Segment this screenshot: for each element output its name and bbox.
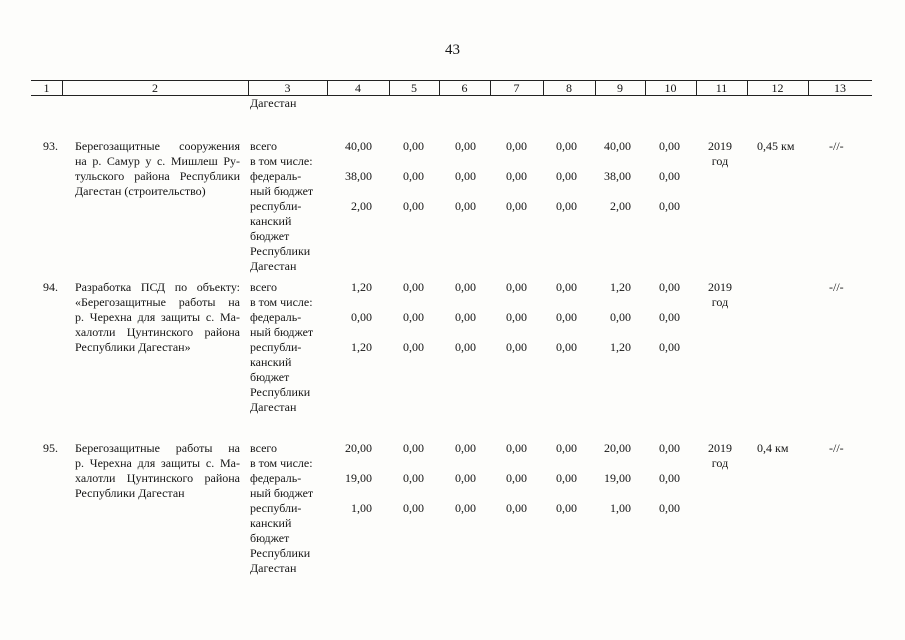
amount-cell: 0,00: [556, 169, 577, 183]
column-header-2: 2: [152, 81, 158, 95]
amount-cell: 38,00: [345, 169, 372, 183]
amount-cell: 0,00: [455, 310, 476, 324]
amount-cell: 0,00: [556, 471, 577, 485]
amount-cell: 0,00: [659, 139, 680, 153]
amount-cell: 0,00: [556, 139, 577, 153]
funding-source-line: ный бюджет: [250, 325, 314, 339]
amount-cell: 1,00: [351, 501, 372, 515]
funding-source-line: федераль-: [250, 310, 302, 324]
amount-cell: 0,00: [506, 501, 527, 515]
completion-year: год: [711, 154, 729, 168]
amount-cell: 0,00: [556, 501, 577, 515]
completion-year: год: [711, 295, 729, 309]
amount-cell: 0,00: [556, 280, 577, 294]
row-number: 94.: [43, 280, 58, 294]
object-name-line: Дагестан (строительство): [75, 184, 206, 198]
amount-cell: 0,00: [455, 280, 476, 294]
amount-cell: 0,00: [556, 441, 577, 455]
amount-cell: 20,00: [345, 441, 372, 455]
amount-cell: 0,00: [403, 280, 424, 294]
funding-source-line: в том числе:: [250, 154, 313, 168]
completion-year: 2019: [708, 280, 732, 294]
amount-cell: 0,00: [403, 471, 424, 485]
amount-cell: 0,00: [403, 501, 424, 515]
amount-cell: 0,00: [659, 310, 680, 324]
column-header-13: 13: [834, 81, 846, 95]
funding-source-line: всего: [250, 280, 278, 294]
capacity-value: 0,4 км: [757, 441, 789, 455]
funding-source-line: Республики: [250, 546, 311, 560]
column-header-3: 3: [284, 81, 291, 95]
amount-cell: 0,00: [506, 310, 527, 324]
object-name-line: Разработка ПСД по объекту:: [75, 280, 240, 294]
amount-cell: 2,00: [610, 199, 631, 213]
amount-cell: 40,00: [604, 139, 631, 153]
amount-cell: 40,00: [345, 139, 372, 153]
column-header-9: 9: [617, 81, 623, 95]
funding-source-line: Республики: [250, 244, 311, 258]
column-header-10: 10: [664, 81, 677, 95]
amount-cell: 0,00: [659, 169, 680, 183]
object-name-line: р. Черехна для защиты с. Ма-: [75, 456, 240, 470]
amount-cell: 0,00: [455, 169, 476, 183]
funding-source-line: в том числе:: [250, 295, 313, 309]
object-name-line: Республики Дагестан»: [75, 340, 191, 354]
row-number: 95.: [43, 441, 58, 455]
completion-year: 2019: [708, 139, 732, 153]
object-name-line: Республики Дагестан: [75, 486, 185, 500]
column-header-8: 8: [566, 81, 572, 95]
amount-cell: 0,00: [455, 139, 476, 153]
funding-source-line: бюджет: [250, 370, 290, 384]
completion-year: год: [711, 456, 729, 470]
amount-cell: 0,00: [659, 471, 680, 485]
amount-cell: 0,00: [403, 441, 424, 455]
funding-source-line: Дагестан: [250, 259, 297, 273]
amount-cell: 0,00: [403, 139, 424, 153]
amount-cell: 0,00: [506, 340, 527, 354]
funding-source-line: федераль-: [250, 169, 302, 183]
column-header-6: 6: [461, 81, 468, 95]
column-header-11: 11: [715, 81, 728, 95]
funding-source-line: всего: [250, 139, 278, 153]
amount-cell: 0,00: [455, 441, 476, 455]
amount-cell: 0,00: [556, 340, 577, 354]
column-header-7: 7: [513, 81, 520, 95]
object-name-line: Берегозащитные сооружения: [75, 139, 240, 153]
column-header-1: 1: [43, 81, 50, 95]
amount-cell: 0,00: [455, 501, 476, 515]
column-header-5: 5: [411, 81, 417, 95]
amount-cell: 1,20: [351, 340, 372, 354]
object-name-line: «Берегозащитные работы на: [75, 295, 240, 309]
amount-cell: 0,00: [403, 340, 424, 354]
funding-source-line: канский: [250, 355, 292, 369]
note-value: -//-: [829, 280, 844, 294]
amount-cell: 20,00: [604, 441, 631, 455]
object-name-line: халотли Цунтинского района: [75, 325, 240, 339]
object-name-line: Берегозащитные работы на: [75, 441, 240, 455]
funding-source-line: канский: [250, 214, 292, 228]
amount-cell: 0,00: [556, 199, 577, 213]
funding-source-line: республи-: [250, 199, 302, 213]
column-header-12: 12: [771, 81, 784, 95]
funding-source-line: республи-: [250, 340, 302, 354]
funding-source-line: всего: [250, 441, 278, 455]
amount-cell: 0,00: [351, 310, 372, 324]
funding-source-line: канский: [250, 516, 292, 530]
funding-source-line: Дагестан: [250, 561, 297, 575]
amount-cell: 0,00: [403, 169, 424, 183]
amount-cell: 0,00: [403, 199, 424, 213]
note-value: -//-: [829, 139, 844, 153]
amount-cell: 0,00: [659, 199, 680, 213]
amount-cell: 19,00: [604, 471, 631, 485]
carryover-text: Дагестан: [250, 96, 297, 110]
amount-cell: 2,00: [351, 199, 372, 213]
object-name-line: р. Черехна для защиты с. Ма-: [75, 310, 240, 324]
capacity-value: 0,45 км: [757, 139, 795, 153]
amount-cell: 0,00: [506, 199, 527, 213]
note-value: -//-: [829, 441, 844, 455]
amount-cell: 0,00: [506, 139, 527, 153]
amount-cell: 1,20: [610, 280, 631, 294]
amount-cell: 19,00: [345, 471, 372, 485]
page-number: 43: [445, 42, 460, 58]
funding-source-line: бюджет: [250, 229, 290, 243]
amount-cell: 0,00: [403, 310, 424, 324]
row-number: 93.: [43, 139, 58, 153]
column-header-4: 4: [355, 81, 361, 95]
object-name-line: тульского района Республики: [75, 169, 240, 183]
amount-cell: 1,20: [610, 340, 631, 354]
amount-cell: 0,00: [506, 169, 527, 183]
object-name-line: халотли Цунтинского района: [75, 471, 240, 485]
funding-source-line: Республики: [250, 385, 311, 399]
amount-cell: 0,00: [610, 310, 631, 324]
funding-source-line: республи-: [250, 501, 302, 515]
funding-source-line: федераль-: [250, 471, 302, 485]
funding-source-line: ный бюджет: [250, 486, 314, 500]
funding-source-line: ный бюджет: [250, 184, 314, 198]
amount-cell: 0,00: [659, 340, 680, 354]
funding-source-line: в том числе:: [250, 456, 313, 470]
amount-cell: 0,00: [506, 471, 527, 485]
amount-cell: 38,00: [604, 169, 631, 183]
funding-source-line: бюджет: [250, 531, 290, 545]
amount-cell: 0,00: [455, 199, 476, 213]
amount-cell: 0,00: [659, 441, 680, 455]
amount-cell: 0,00: [659, 501, 680, 515]
amount-cell: 0,00: [455, 340, 476, 354]
completion-year: 2019: [708, 441, 732, 455]
amount-cell: 0,00: [659, 280, 680, 294]
table-header-row: [31, 80, 872, 96]
amount-cell: 0,00: [506, 441, 527, 455]
object-name-line: на р. Самур у с. Мишлеш Ру-: [75, 154, 240, 168]
amount-cell: 0,00: [455, 471, 476, 485]
amount-cell: 0,00: [506, 280, 527, 294]
amount-cell: 0,00: [556, 310, 577, 324]
amount-cell: 1,00: [610, 501, 631, 515]
amount-cell: 1,20: [351, 280, 372, 294]
funding-source-line: Дагестан: [250, 400, 297, 414]
